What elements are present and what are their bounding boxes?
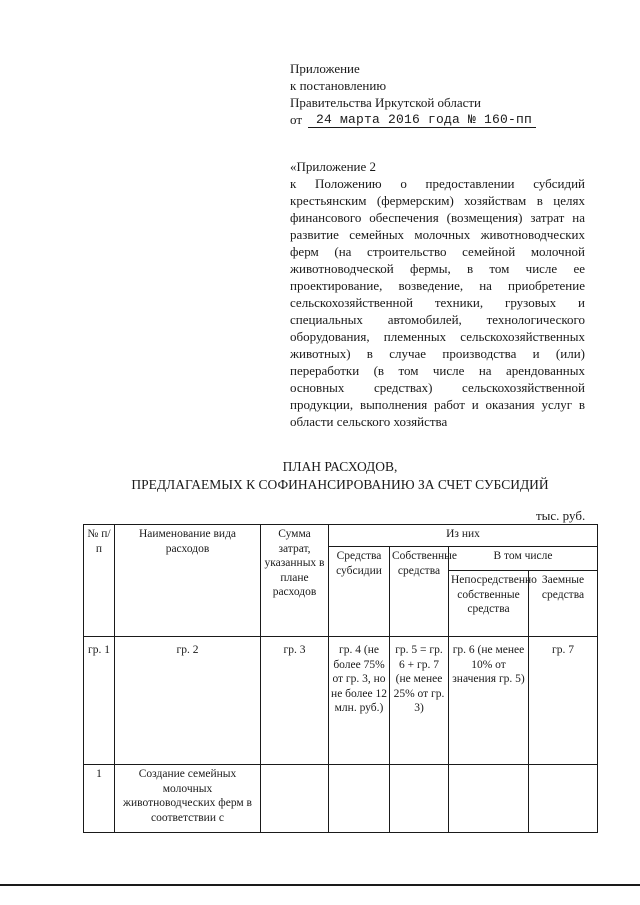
- header-borrowed: Заемные средства: [529, 571, 598, 637]
- header-own: Собственные средства: [390, 547, 449, 637]
- appendix-line-3: Правительства Иркутской области: [290, 95, 482, 110]
- group-col-7: гр. 7: [529, 637, 598, 765]
- header-of-them: Из них: [329, 525, 598, 547]
- date-value: 24 марта 2016 года № 160-пп: [308, 112, 536, 128]
- group-col-6: гр. 6 (не менее 10% от значения гр. 5): [449, 637, 529, 765]
- row-direct-own: [449, 765, 529, 833]
- group-col-4: гр. 4 (не более 75% от гр. 3, но не более 12 млн. руб.): [329, 637, 390, 765]
- regulation-reference: [290, 158, 585, 430]
- header-num: № п/п: [84, 525, 115, 637]
- row-own: [390, 765, 449, 833]
- table-row: [84, 765, 598, 833]
- document-title-line-2: ПРЕДЛАГАЕМЫХ К СОФИНАНСИРОВАНИЮ ЗА СЧЕТ СУБСИДИЙ: [131, 477, 549, 492]
- row-sum: [261, 765, 329, 833]
- header-subsidy: Средства субсидии: [329, 547, 390, 637]
- row-borrowed: [529, 765, 598, 833]
- group-col-3: гр. 3: [261, 637, 329, 765]
- regulation-title: «Приложение 2: [290, 159, 377, 174]
- scan-bottom-edge: [0, 884, 640, 886]
- header-name: Наименование вида расходов: [115, 525, 261, 637]
- regulation-text: к Положению о предоставлении субсидий крестьянским (фермерским) хозяйствам в целях финансового обеспечения (возмещения) затрат на развитие семейных молочных животноводческих ферм (на строительство семейной молочной животноводческой фермы, в том числе ее проектирование, возведение, на приобретение сельскохозяйственной техники, грузовых и специальных автомобилей, технологического оборудования, племенных сельскохозяйственных животных) в случае производства и (или) переработки (в том числе на арендованных основных средствах) сельскохозяйственной продукции, выполнения работ и оказания услуг в области сельского хозяйства: [290, 176, 585, 429]
- header-sum: Сумма затрат, указанных в плане расходов: [261, 525, 329, 637]
- header-direct-own: Непосредственно собственные средства: [449, 571, 529, 637]
- document-title-line-1: ПЛАН РАСХОДОВ,: [282, 459, 398, 474]
- group-col-1: гр. 1: [84, 637, 115, 765]
- appendix-line-1: Приложение: [290, 61, 360, 76]
- group-row: [84, 637, 598, 765]
- row-num: 1: [84, 765, 115, 833]
- group-col-5: гр. 5 = гр. 6 + гр. 7 (не менее 25% от гр. 3): [390, 637, 449, 765]
- date-prefix: от: [290, 112, 303, 127]
- header-row-1: [84, 525, 598, 547]
- currency-note: тыс. руб.: [536, 508, 586, 523]
- row-name: Создание семейных молочных животноводческих ферм в соответствии с: [115, 765, 261, 833]
- row-subsidy: [329, 765, 390, 833]
- appendix-header: [290, 60, 540, 128]
- appendix-line-2: к постановлению: [290, 78, 387, 93]
- group-col-2: гр. 2: [115, 637, 261, 765]
- header-including: В том числе: [449, 547, 598, 571]
- document-title: [80, 458, 600, 494]
- expense-plan-table: [83, 524, 598, 833]
- appendix-date-row: [290, 111, 540, 128]
